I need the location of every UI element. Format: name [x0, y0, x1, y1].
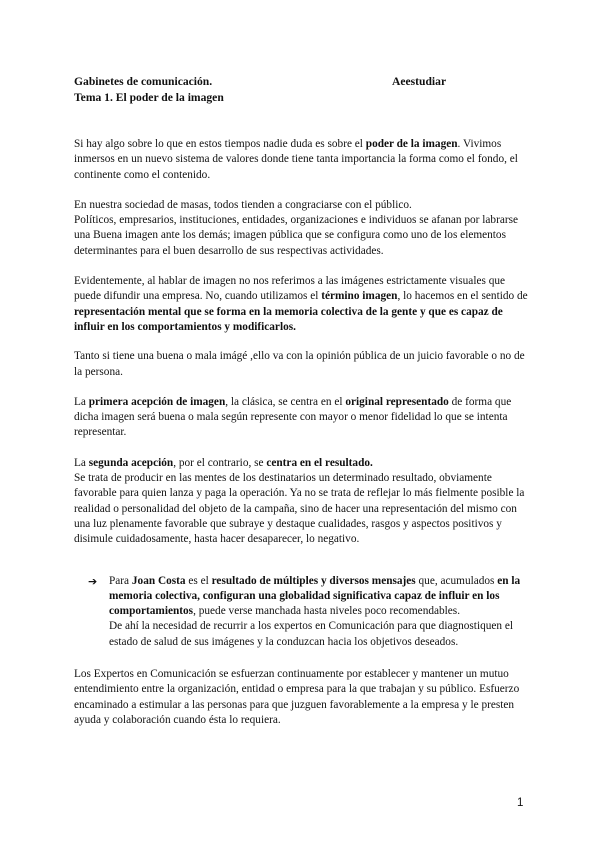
paragraph-mass-society: En nuestra sociedad de masas, todos tienden a congraciarse con el público. Políticos, empresarios, instituciones, entidades, organizaciones e individuos se afanan por labrarse una Buena imagen ante los demás; imagen pública que se configura como uno de los elementos determinantes para el buen desarrollo de sus respectivas actividades. [74, 198, 519, 257]
paragraph-intro: Si hay algo sobre lo que en estos tiempos nadie duda es sobre el poder de la imagen. Vivimos inmersos en un nuevo sistema de valores donde tiene tanta importancia la forma como el fondo, el continente como el contenido. [74, 138, 518, 181]
document-header [74, 74, 534, 106]
paragraph-experts: Los Expertos en Comunicación se esfuerzan continuamente por establecer y mantener un mutuo entendimiento entre la organización, entidad o empresa para la que trabajan y su público. Esfuerzo encaminado a estimular a las personas para que juzguen favorablemente a la empresa y le presten ayuda y colaboración cuando ésta lo requiera. [74, 668, 520, 726]
paragraph-first-meaning: La primera acepción de imagen, la clásica, se centra en el original representado de forma que dicha imagen será buena o mala según represente con mayor o menor fidelidad lo que se intenta representar. [74, 395, 512, 439]
paragraph-second-meaning: La segunda acepción, por el contrario, se centra en el resultado. Se trata de producir en las mentes de los destinatarios un determinado resultado, obviamente favorable para quien lanza y paga la operación. Ya no se trata de reflejar lo más fielmente posible la realidad o personalidad del objeto de la campaña, sino de hacer una representación del mismo con una luz plenamente favorable que subraye y destaque cualidades, rasgos y aspectos positivos y disimule cuidadosamente, hasta hacer desaparecer, lo negativo. [74, 456, 525, 546]
topic-title: Tema 1. El poder de la imagen [74, 91, 224, 104]
bullet-joan-costa: ➔ Para Joan Costa es el resultado de múltiples y diversos mensajes que, acumulados en la memoria colectiva, configuran una globalidad significativa capaz de influir en los comportamientos, puede verse manchada hasta niveles poco recomendables. De ahí la necesidad de recurrir a los expertos en Comunicación para que diagnostiquen el estado de salud de sus imágenes y la conduzcan hacia los objetivos deseados. [88, 574, 521, 648]
paragraph-public-opinion: Tanto si tiene una buena o mala imágé ,ello va con la opinión pública de un juicio favorable o no de la persona. [74, 350, 525, 378]
arrow-bullet-icon: ➔ [88, 574, 98, 588]
paragraph-image-meaning: Evidentemente, al hablar de imagen no nos referimos a las imágenes estrictamente visuales que puede difundir una empresa. No, cuando utilizamos el término imagen, lo hacemos en el sentido de representación mental que se forma en la memoria colectiva de la gente y que es capaz de influir en los comportamientos y modificarlos. [74, 275, 528, 333]
course-title: Gabinetes de comunicación. [74, 75, 213, 88]
document-body [74, 137, 530, 743]
page-number: 1 [517, 797, 524, 809]
brand-name: Aeestudiar [392, 75, 447, 88]
